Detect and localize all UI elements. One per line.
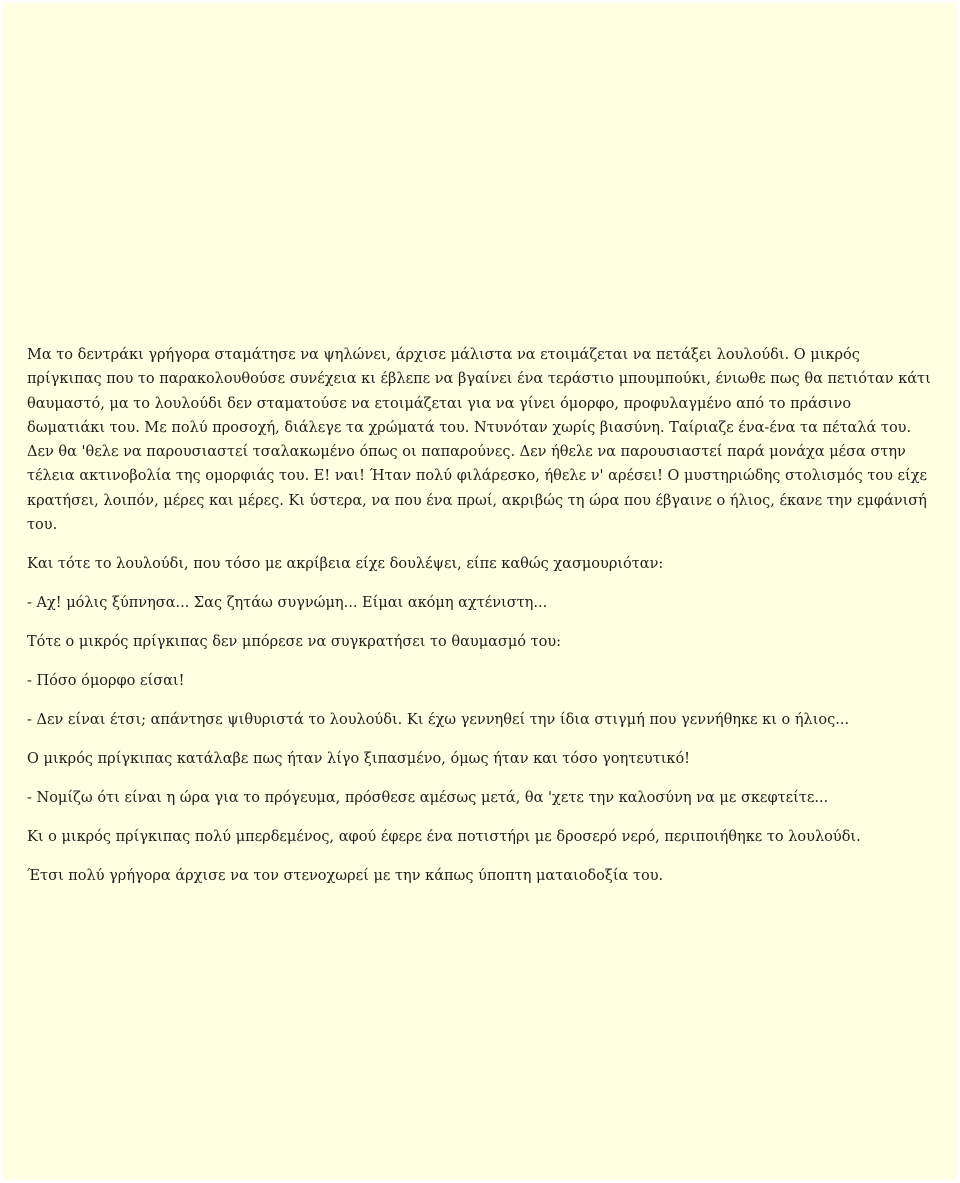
paragraph: Και τότε το λουλούδι, που τόσο με ακρίβεια είχε δουλέψει, είπε καθώς χασμουριόταν: <box>27 556 664 573</box>
paragraph: Ο μικρός πρίγκιπας κατάλαβε πως ήταν λίγο ξιπασμένο, όμως ήταν και τόσο γοητευτικό! <box>27 751 691 768</box>
paragraph: - Νομίζω ότι είναι η ώρα για το πρόγευμα, πρόσθεσε αμέσως μετά, θα 'χετε την καλοσύνη να με σκεφτείτε... <box>27 790 829 807</box>
paragraph: Μα το δεντράκι γρήγορα σταμάτησε να ψηλώνει, άρχισε μάλιστα να ετοιμάζεται να πετάξει λουλούδι. Ο μικρός πρίγκιπας που το παρακολουθούσε συνέχεια κι έβλεπε να βγαίνει ένα τεράστιο μπουμπούκι, ένιωθε πως θα πετιόταν κάτι θαυμαστό, μα το λουλούδι δεν σταματούσε να ετοιμάζεται για να γίνει όμορφο, προφυλαγμένο από το πράσινο δωματιάκι του. Με πολύ προσοχή, διάλεγε τα χρώματά του. Ντυνόταν χωρίς βιασύνη. Ταίριαζε ένα-ένα τα πέταλά του. Δεν θα 'θελε να παρουσιαστεί τσαλακωμένο όπως οι παπαρούνες. Δεν ήθελε να παρουσιαστεί παρά μονάχα μέσα στην τέλεια ακτινοβολία της ομορφιάς του. Ε! ναι! Ήταν πολύ φιλάρεσκο, ήθελε ν' αρέσει! Ο μυστηριώδης στολισμός του είχε κρατήσει, λοιπόν, μέρες και μέρες. Κι ύστερα, να που ένα πρωί, ακριβώς τη ώρα που έβγαινε ο ήλιος, έκανε την εμφάνισή του. <box>27 347 931 534</box>
paragraph: Τότε ο μικρός πρίγκιπας δεν μπόρεσε να συγκρατήσει το θαυμασμό του: <box>27 634 562 651</box>
paragraph: Κι ο μικρός πρίγκιπας πολύ μπερδεμένος, αφού έφερε ένα ποτιστήρι με δροσερό νερό, περιποιήθηκε το λουλούδι. <box>27 829 861 846</box>
paragraph: - Αχ! μόλις ξύπνησα... Σας ζητάω συγνώμη... Είμαι ακόμη αχτένιστη... <box>27 595 548 612</box>
document-page <box>3 3 957 1180</box>
paragraph: Έτσι πολύ γρήγορα άρχισε να τον στενοχωρεί με την κάπως ύποπτη ματαιοδοξία του. <box>27 868 664 885</box>
paragraph: - Δεν είναι έτσι; απάντησε ψιθυριστά το λουλούδι. Κι έχω γεννηθεί την ίδια στιγμή που γεννήθηκε κι ο ήλιος... <box>27 712 850 729</box>
story-text <box>27 343 933 903</box>
paragraph: - Πόσο όμορφο είσαι! <box>27 673 185 690</box>
